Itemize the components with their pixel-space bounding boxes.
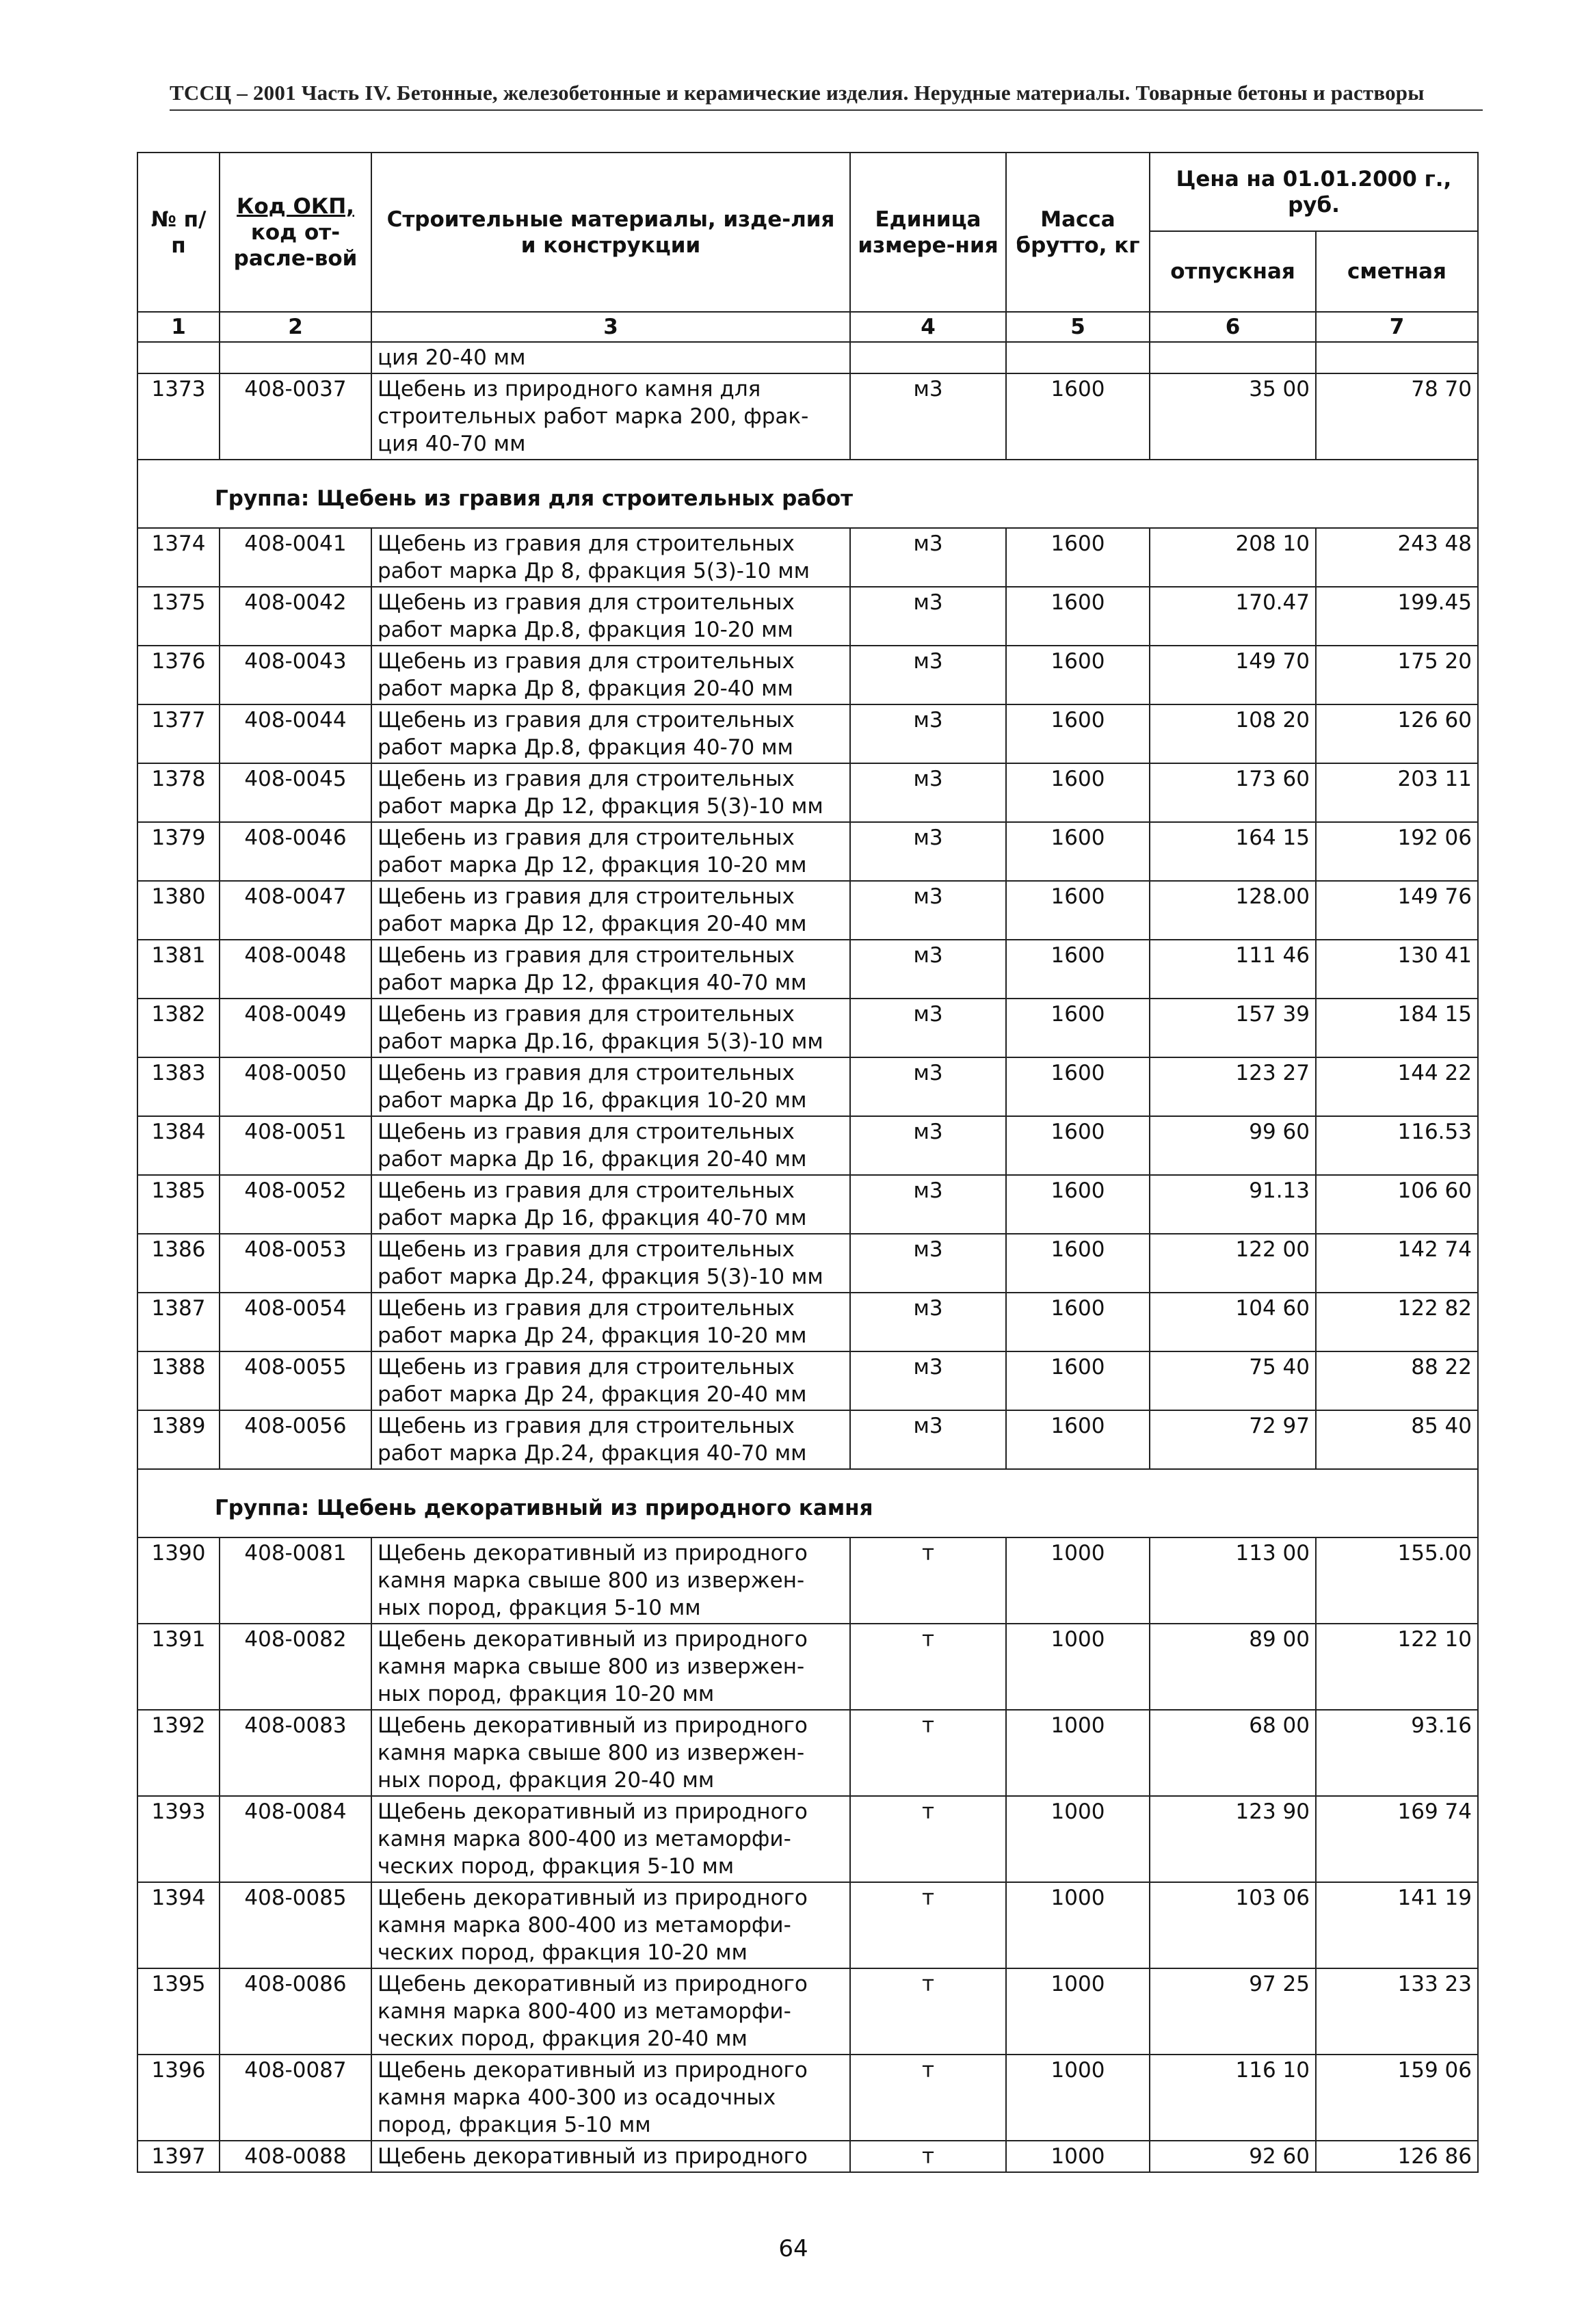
row-unit: т [850,1624,1006,1710]
row-code: 408-0049 [220,999,371,1057]
row-mass: 1000 [1006,1882,1150,1968]
table-row [137,822,1478,881]
table-body [137,342,1478,373]
row-name: Щебень из гравия для строительных работ марка Др 8, фракция 20-40 мм [371,646,850,704]
continuation-text: ция 20-40 мм [371,342,850,373]
row-price-estimate: 141 19 [1316,1882,1478,1968]
row-number: 1393 [137,1796,220,1882]
row-name: Щебень из гравия для строительных работ марка Др.24, фракция 5(3)-10 мм [371,1234,850,1293]
column-number: 2 [220,312,371,342]
row-number: 1378 [137,763,220,822]
row-price-estimate: 122 82 [1316,1293,1478,1351]
table-row [137,2055,1478,2141]
row-number: 1396 [137,2055,220,2141]
group1-rows [137,528,1478,1469]
row-unit: т [850,2055,1006,2141]
row-number: 1376 [137,646,220,704]
table-row [137,1293,1478,1351]
table-row [137,940,1478,999]
group2-rows [137,1537,1478,2172]
group-title: Группа: Щебень декоративный из природного камня [137,1469,1478,1537]
row-code: 408-0055 [220,1351,371,1410]
row-name: Щебень из гравия для строительных работ марка Др.24, фракция 40-70 мм [371,1410,850,1469]
row-mass: 1600 [1006,1410,1150,1469]
row-unit: м3 [850,1057,1006,1116]
row-number: 1388 [137,1351,220,1410]
row-unit: м3 [850,587,1006,646]
row-name: Щебень из гравия для строительных работ марка Др 8, фракция 5(3)-10 мм [371,528,850,587]
row-name: Щебень декоративный из природного камня марка свыше 800 из извержен-ных пород, фракция 10-20 мм [371,1624,850,1710]
table-row [137,373,1478,460]
continuation-row [137,342,1478,373]
header-code [220,153,371,312]
row-price-estimate: 192 06 [1316,822,1478,881]
row-price-estimate: 130 41 [1316,940,1478,999]
header-price-estimate: сметная [1316,231,1478,312]
row-mass: 1600 [1006,1057,1150,1116]
row-name: Щебень из гравия для строительных работ марка Др 24, фракция 20-40 мм [371,1351,850,1410]
row-price-release: 91.13 [1150,1175,1316,1234]
row-unit: м3 [850,646,1006,704]
row-number: 1397 [137,2141,220,2172]
row-mass: 1000 [1006,2141,1150,2172]
row-mass: 1000 [1006,1968,1150,2055]
column-number: 7 [1316,312,1478,342]
row-name: Щебень декоративный из природного [371,2141,850,2172]
row-number: 1380 [137,881,220,940]
row-mass: 1000 [1006,1796,1150,1882]
row-price-estimate: 88 22 [1316,1351,1478,1410]
row-unit: т [850,1968,1006,2055]
table-row [137,528,1478,587]
row-code: 408-0050 [220,1057,371,1116]
row-code: 408-0044 [220,704,371,763]
row-unit: м3 [850,822,1006,881]
row-name: Щебень из гравия для строительных работ марка Др 24, фракция 10-20 мм [371,1293,850,1351]
row-price-release: 72 97 [1150,1410,1316,1469]
price-table [137,152,1479,2173]
row-price-release: 173 60 [1150,763,1316,822]
row-mass: 1600 [1006,763,1150,822]
row-price-release: 92 60 [1150,2141,1316,2172]
column-number: 1 [137,312,220,342]
row-unit: т [850,1882,1006,1968]
row-price-release: 113 00 [1150,1537,1316,1624]
row-price-estimate: 175 20 [1316,646,1478,704]
row-unit: м3 [850,940,1006,999]
row-unit: м3 [850,1351,1006,1410]
table-row [137,1410,1478,1469]
table-row [137,1116,1478,1175]
table-row [137,1882,1478,1968]
header-mass: Масса брутто, кг [1006,153,1150,312]
row-mass: 1600 [1006,1175,1150,1234]
header-name: Строительные материалы, изде-лия и конструкции [371,153,850,312]
column-number: 6 [1150,312,1316,342]
row-price-estimate: 155.00 [1316,1537,1478,1624]
row-number: 1386 [137,1234,220,1293]
row-number: 1385 [137,1175,220,1234]
row-code: 408-0088 [220,2141,371,2172]
row-number: 1379 [137,822,220,881]
table-row [137,646,1478,704]
row-name: Щебень из гравия для строительных работ марка Др 16, фракция 10-20 мм [371,1057,850,1116]
row-mass: 1000 [1006,1624,1150,1710]
row-code: 408-0046 [220,822,371,881]
row-name: Щебень из гравия для строительных работ марка Др 16, фракция 40-70 мм [371,1175,850,1234]
row-unit: м3 [850,528,1006,587]
row-code: 408-0084 [220,1796,371,1882]
table-row [137,1537,1478,1624]
row-mass: 1600 [1006,528,1150,587]
row-price-estimate: 243 48 [1316,528,1478,587]
row-price-estimate: 126 86 [1316,2141,1478,2172]
row-mass: 1600 [1006,822,1150,881]
row-mass: 1600 [1006,373,1150,460]
row-price-estimate: 144 22 [1316,1057,1478,1116]
row-price-release: 128.00 [1150,881,1316,940]
row-price-release: 99 60 [1150,1116,1316,1175]
row-mass: 1600 [1006,1293,1150,1351]
row-unit: т [850,1537,1006,1624]
row-unit: м3 [850,1116,1006,1175]
row-mass: 1600 [1006,587,1150,646]
row-unit: м3 [850,1293,1006,1351]
table-row [137,1624,1478,1710]
row-unit: м3 [850,1410,1006,1469]
row-price-estimate: 199.45 [1316,587,1478,646]
row-price-release: 164 15 [1150,822,1316,881]
row-unit: т [850,1796,1006,1882]
row-price-release: 170.47 [1150,587,1316,646]
row-code: 408-0081 [220,1537,371,1624]
row-price-release: 122 00 [1150,1234,1316,1293]
row-unit: м3 [850,1234,1006,1293]
row-price-estimate: 78 70 [1316,373,1478,460]
table-row [137,1796,1478,1882]
row-price-estimate: 126 60 [1316,704,1478,763]
row-mass: 1000 [1006,1537,1150,1624]
row-name: Щебень из гравия для строительных работ марка Др.16, фракция 5(3)-10 мм [371,999,850,1057]
row-name: Щебень из гравия для строительных работ марка Др 12, фракция 5(3)-10 мм [371,763,850,822]
table-row [137,1351,1478,1410]
row-code: 408-0045 [220,763,371,822]
row-name: Щебень декоративный из природного камня марка 800-400 из метаморфи-ческих пород, фракция 10-20 мм [371,1882,850,1968]
row-name: Щебень декоративный из природного камня марка 800-400 из метаморфи-ческих пород, фракция 5-10 мм [371,1796,850,1882]
row-price-estimate: 122 10 [1316,1624,1478,1710]
table-header [137,153,1478,342]
row-price-estimate: 203 11 [1316,763,1478,822]
row-price-release: 104 60 [1150,1293,1316,1351]
row-name: Щебень из гравия для строительных работ марка Др.8, фракция 10-20 мм [371,587,850,646]
row-mass: 1600 [1006,1116,1150,1175]
row-name: Щебень из гравия для строительных работ марка Др 12, фракция 20-40 мм [371,881,850,940]
header-price-release: отпускная [1150,231,1316,312]
row-unit: т [850,2141,1006,2172]
row-unit: м3 [850,881,1006,940]
row-price-release: 149 70 [1150,646,1316,704]
row-code: 408-0053 [220,1234,371,1293]
row-price-release: 123 27 [1150,1057,1316,1116]
row-price-estimate: 142 74 [1316,1234,1478,1293]
row-price-estimate: 106 60 [1316,1175,1478,1234]
row-unit: м3 [850,373,1006,460]
row-price-release: 89 00 [1150,1624,1316,1710]
table-row [137,1234,1478,1293]
row-mass: 1600 [1006,881,1150,940]
row-price-estimate: 93.16 [1316,1710,1478,1796]
row-price-estimate: 184 15 [1316,999,1478,1057]
row-name: Щебень декоративный из природного камня марка 800-400 из метаморфи-ческих пород, фракция 20-40 мм [371,1968,850,2055]
row-number: 1387 [137,1293,220,1351]
row-code: 408-0083 [220,1710,371,1796]
row-name: Щебень из гравия для строительных работ марка Др 12, фракция 10-20 мм [371,822,850,881]
row-mass: 1600 [1006,999,1150,1057]
header-unit: Единица измере-ния [850,153,1006,312]
page-number: 64 [778,2235,808,2262]
row-price-estimate: 169 74 [1316,1796,1478,1882]
row-code: 408-0056 [220,1410,371,1469]
row-code: 408-0082 [220,1624,371,1710]
row-name: Щебень из природного камня для строительных работ марка 200, фрак-ция 40-70 мм [371,373,850,460]
row-price-release: 123 90 [1150,1796,1316,1882]
row-code: 408-0043 [220,646,371,704]
group-title: Группа: Щебень из гравия для строительных работ [137,460,1478,528]
row-number: 1395 [137,1968,220,2055]
row-mass: 1000 [1006,2055,1150,2141]
row-number: 1374 [137,528,220,587]
table-row [137,1057,1478,1116]
group-header-gravel [137,460,1478,528]
table-row [137,999,1478,1057]
group-header-decorative [137,1469,1478,1537]
row-unit: м3 [850,763,1006,822]
row-price-estimate: 116.53 [1316,1116,1478,1175]
row-unit: т [850,1710,1006,1796]
column-numbers-row [137,312,1478,342]
row-mass: 1000 [1006,1710,1150,1796]
row-code: 408-0085 [220,1882,371,1968]
table-row [137,763,1478,822]
row-code: 408-0054 [220,1293,371,1351]
row-price-release: 116 10 [1150,2055,1316,2141]
row-price-release: 157 39 [1150,999,1316,1057]
row-name: Щебень из гравия для строительных работ марка Др 12, фракция 40-70 мм [371,940,850,999]
column-number: 5 [1006,312,1150,342]
table-row [137,2141,1478,2172]
row-number: 1375 [137,587,220,646]
row-mass: 1600 [1006,646,1150,704]
table-row [137,881,1478,940]
row-price-release: 208 10 [1150,528,1316,587]
row-code: 408-0048 [220,940,371,999]
row-mass: 1600 [1006,940,1150,999]
row-mass: 1600 [1006,1234,1150,1293]
row-number: 1392 [137,1710,220,1796]
row-unit: м3 [850,1175,1006,1234]
header-code-line1: Код ОКП, [237,194,354,219]
row-number: 1373 [137,373,220,460]
rows-before [137,373,1478,460]
table-row [137,587,1478,646]
row-price-estimate: 159 06 [1316,2055,1478,2141]
row-mass: 1600 [1006,704,1150,763]
row-price-release: 108 20 [1150,704,1316,763]
column-number: 3 [371,312,850,342]
row-number: 1390 [137,1537,220,1624]
row-name: Щебень из гравия для строительных работ марка Др.8, фракция 40-70 мм [371,704,850,763]
row-price-release: 68 00 [1150,1710,1316,1796]
row-code: 408-0051 [220,1116,371,1175]
row-code: 408-0052 [220,1175,371,1234]
table-row [137,1175,1478,1234]
row-number: 1394 [137,1882,220,1968]
row-name: Щебень из гравия для строительных работ марка Др 16, фракция 20-40 мм [371,1116,850,1175]
row-price-release: 35 00 [1150,373,1316,460]
table-row [137,1968,1478,2055]
row-code: 408-0042 [220,587,371,646]
column-number: 4 [850,312,1006,342]
row-mass: 1600 [1006,1351,1150,1410]
row-code: 408-0086 [220,1968,371,2055]
row-name: Щебень декоративный из природного камня марка 400-300 из осадочных пород, фракция 5-10 мм [371,2055,850,2141]
row-number: 1377 [137,704,220,763]
running-header: ТССЦ – 2001 Часть IV. Бетонные, железобетонные и керамические изделия. Нерудные материалы. Товарные бетоны и растворы [170,81,1483,111]
header-code-line2: код от-расле-вой [233,220,358,271]
table-row [137,704,1478,763]
row-name: Щебень декоративный из природного камня марка свыше 800 из извержен-ных пород, фракция 20-40 мм [371,1710,850,1796]
row-number: 1389 [137,1410,220,1469]
header-price: Цена на 01.01.2000 г., руб. [1150,153,1478,231]
row-number: 1382 [137,999,220,1057]
row-name: Щебень декоративный из природного камня марка свыше 800 из извержен-ных пород, фракция 5-10 мм [371,1537,850,1624]
row-price-release: 75 40 [1150,1351,1316,1410]
row-number: 1391 [137,1624,220,1710]
row-unit: м3 [850,704,1006,763]
row-price-estimate: 133 23 [1316,1968,1478,2055]
header-num: № п/п [137,153,220,312]
row-price-estimate: 149 76 [1316,881,1478,940]
row-code: 408-0087 [220,2055,371,2141]
row-number: 1383 [137,1057,220,1116]
table-row [137,1710,1478,1796]
row-number: 1381 [137,940,220,999]
row-number: 1384 [137,1116,220,1175]
row-unit: м3 [850,999,1006,1057]
row-code: 408-0041 [220,528,371,587]
row-price-estimate: 85 40 [1316,1410,1478,1469]
row-price-release: 111 46 [1150,940,1316,999]
row-price-release: 97 25 [1150,1968,1316,2055]
row-code: 408-0047 [220,881,371,940]
row-price-release: 103 06 [1150,1882,1316,1968]
row-code: 408-0037 [220,373,371,460]
